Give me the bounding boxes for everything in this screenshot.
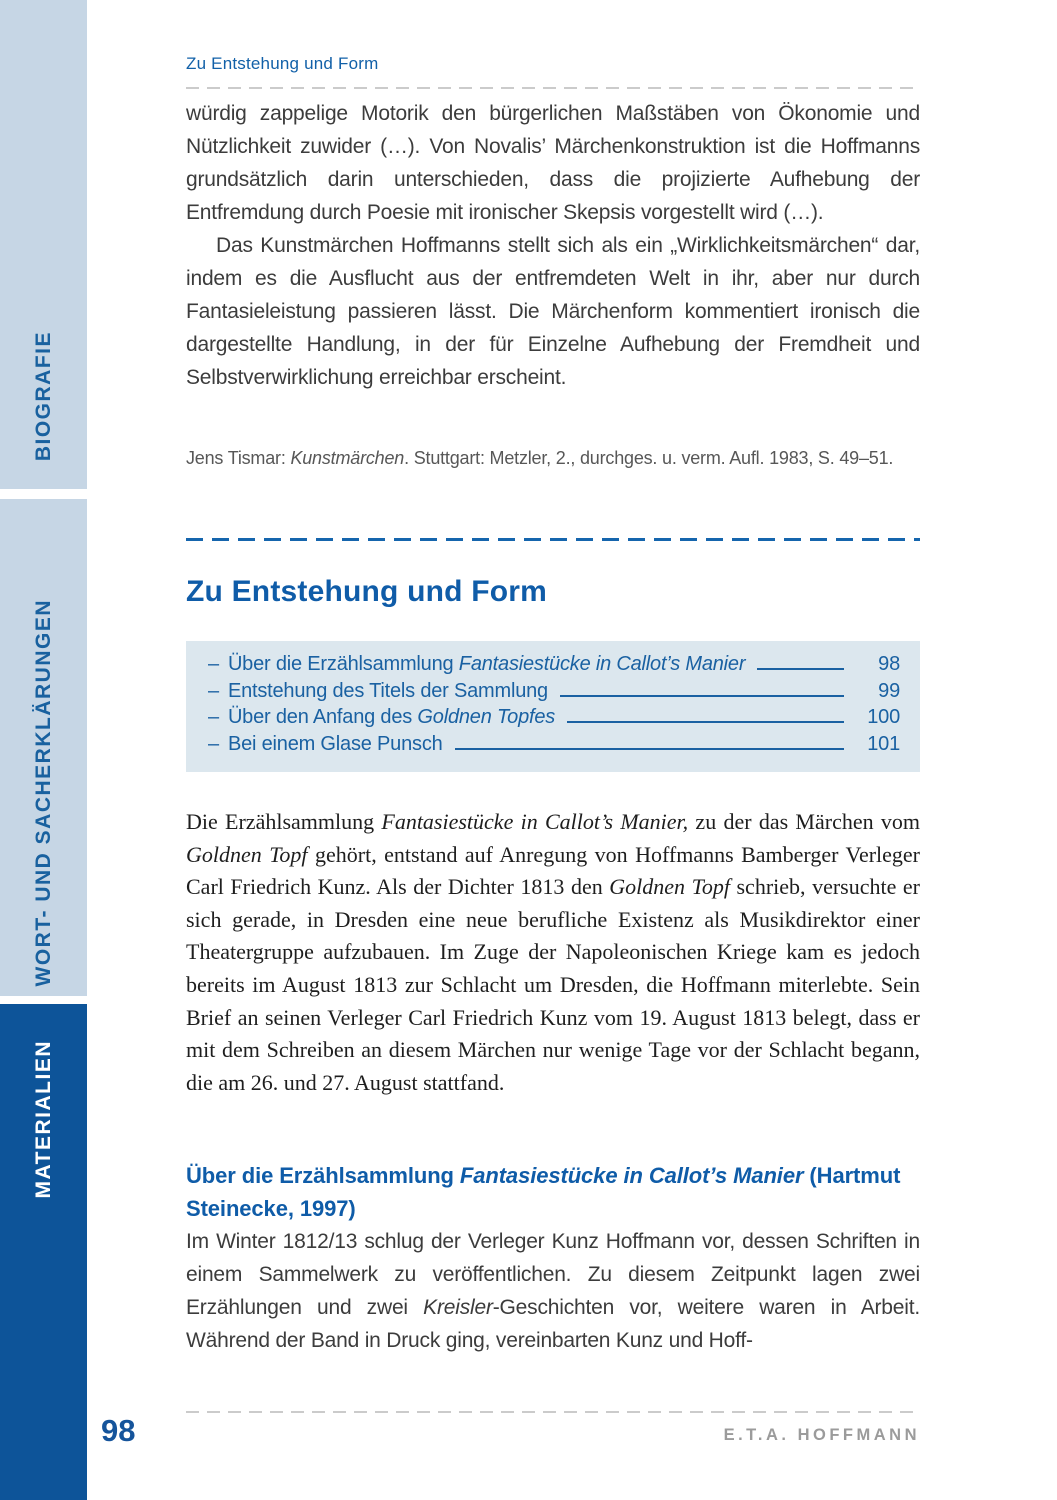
- toc-item: [208, 731, 900, 758]
- toc-page-number: 100: [867, 706, 900, 728]
- toc-item-label: [208, 704, 555, 731]
- material-heading: [186, 1159, 920, 1225]
- intro-text: Die Erzählsammlung: [186, 809, 382, 834]
- toc-bullet: –: [208, 653, 219, 675]
- toc-item-label: [208, 678, 548, 705]
- toc-item: [208, 651, 900, 678]
- toc-item: [208, 678, 900, 705]
- toc-page-number: 98: [878, 653, 900, 675]
- toc-leader-line: [757, 657, 844, 670]
- quote-citation: [186, 448, 920, 469]
- footer-page-number: 98: [101, 1413, 136, 1448]
- toc-item-label: [208, 651, 745, 678]
- toc-box: [186, 641, 920, 772]
- toc-item-text: Über den Anfang des: [227, 706, 418, 728]
- quote-paragraph: würdig zappelige Motorik den bürgerlichen Maßstäben von Ökonomie und Nützlichkeit zuwider (…). Von Novalis’ Märchenkonstruktion ist die Hoffmanns grundsätzlich darin unterschieden, dass die projizierte Aufhebung der Entfremdung durch Poesie mit ironischer Skepsis vorgestellt wird (…).: [186, 102, 920, 224]
- toc-bullet: –: [208, 706, 219, 728]
- toc-item-text-italic: Goldnen Topfes: [417, 706, 556, 728]
- sidebar-tab-label: MATERIALIEN: [31, 1040, 55, 1199]
- intro-text-italic: Goldnen Topf: [186, 841, 308, 867]
- toc-item: [208, 704, 900, 731]
- toc-item-text: Über die Erzählsammlung: [227, 653, 459, 675]
- sidebar-tab-label: BIOGRAFIE: [31, 330, 55, 461]
- material-heading-text-italic: Fantasiestücke in Callot’s Manier: [459, 1163, 804, 1188]
- sidebar-tab-label: WORT- UND SACHERKLÄRUNGEN: [31, 598, 55, 986]
- section-divider: [186, 538, 920, 541]
- toc-bullet: –: [208, 679, 219, 702]
- footer-brand: E.T.A. HOFFMANN: [723, 1426, 920, 1444]
- toc-item-text: Entstehung des Titels der Sammlung: [227, 679, 548, 702]
- material-paragraph: [186, 1225, 920, 1357]
- toc-item-text: Bei einem Glase Punsch: [227, 732, 443, 755]
- material-text: -Geschichten vor, weitere waren in Arbeit. Während der Band in Druck ging, vereinbarten Kunz und Hoff-: [186, 1296, 920, 1352]
- citation-publication: . Stuttgart: Metzler, 2., durchges. u. verm. Aufl. 1983, S. 49–51.: [404, 448, 894, 468]
- citation-author: Jens Tismar:: [186, 448, 291, 468]
- intro-text-italic: Goldnen Topf: [609, 874, 730, 900]
- toc-leader-line: [455, 737, 844, 750]
- section-title: Zu Entstehung und Form: [186, 575, 548, 608]
- material-heading-text: Über die Erzählsammlung: [186, 1163, 460, 1188]
- toc-item-text-italic: Fantasiestücke in Callot’s Manier: [458, 653, 746, 675]
- footer-divider: [186, 1411, 920, 1413]
- sidebar-tab-wort-und-sacherklaerungen: [0, 499, 87, 996]
- intro-text: zu der das Märchen vom: [688, 809, 920, 834]
- header-divider: [186, 87, 920, 89]
- toc-bullet: –: [208, 732, 219, 755]
- sidebar-tab-biografie: [0, 0, 87, 489]
- material-heading-text: (Hartmut Steinecke, 1997): [186, 1163, 901, 1221]
- toc-leader-line: [567, 710, 844, 723]
- quote-paragraph: Das Kunstmärchen Hoffmanns stellt sich als ein „Wirklichkeitsmärchen“ dar, indem es die Ausflucht aus der entfremdeten Welt in ihr, aber nur durch Fantasieleistung passieren lässt. Die Märchenform kommentiert ironisch die dargestellte Handlung, in der für Einzelne Aufhebung der Fremdheit und Selbstverwirklichung erreichbar erscheint.: [186, 234, 920, 389]
- material-text-italic: Kreisler: [423, 1296, 493, 1319]
- toc-item-label: [208, 731, 443, 758]
- toc-page-number: 101: [867, 732, 900, 755]
- intro-text-italic: Fantasiestücke in Callot’s Manier,: [381, 809, 689, 834]
- toc-page-number: 99: [878, 679, 900, 702]
- running-head: Zu Entstehung und Form: [186, 54, 379, 73]
- intro-paragraph: [186, 806, 920, 1099]
- material-text: Im Winter 1812/13 schlug der Verleger Kunz Hoffmann vor, dessen Schriften in einem Sammelwerk zu veröffentlichen. Zu diesem Zeitpunkt lagen zwei Erzählungen und zwei: [186, 1230, 920, 1319]
- citation-work-title: Kunstmärchen: [290, 448, 405, 468]
- intro-text: schrieb, versuchte er sich gerade, in Dresden eine neue berufliche Existenz als Musikdirektor einer Theatergruppe aufzubauen. Im Zuge der Napoleonischen Kriege kam es jedoch bereits im August 1813 zur Schlacht um Dresden, die Hoffmann miterlebte. Sein Brief an seinen Verleger Carl Friedrich Kunz vom 19. August 1813 belegt, dass er mit dem Schreiben an diesem Märchen nur wenige Tage vor der Schlacht begann, die am 26. und 27. August stattfand.: [186, 874, 921, 1095]
- quote-block: [186, 97, 920, 394]
- intro-text: gehört, entstand auf Anregung von Hoffmanns Bamberger Verleger Carl Friedrich Kunz. Als der Dichter 1813 den: [186, 841, 921, 900]
- sidebar-tab-materialien-active: [0, 1004, 87, 1500]
- toc-leader-line: [560, 684, 844, 697]
